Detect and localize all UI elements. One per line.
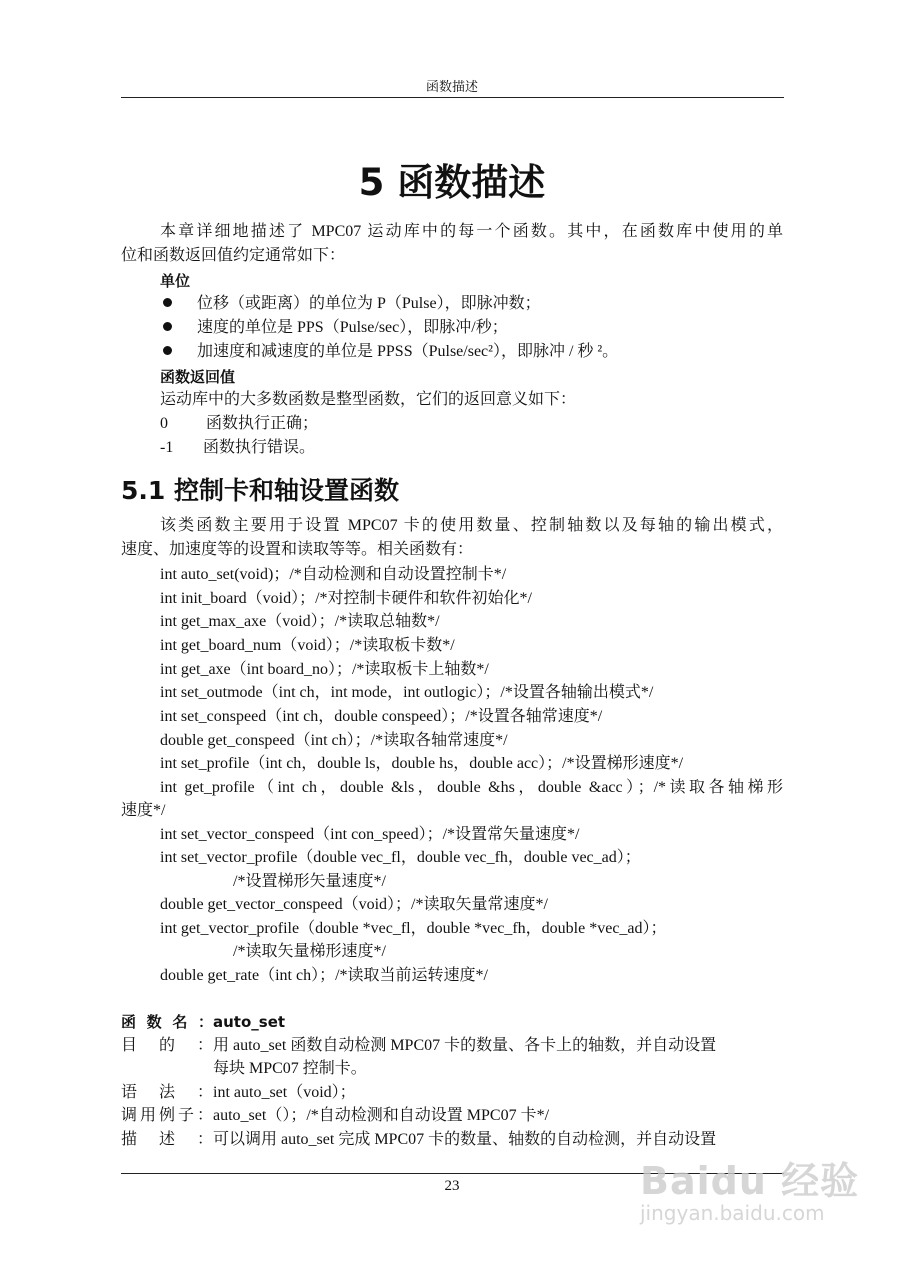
function-prototype: double get_vector_conspeed（void）；/*读取矢量常速度*/ bbox=[160, 896, 548, 913]
entry-desc-row bbox=[121, 1130, 716, 1150]
function-prototype: /*设置梯形矢量速度*/ bbox=[233, 873, 386, 890]
entry-label: 目的： bbox=[121, 1037, 213, 1054]
unit-item: 速度的单位是 PPS（Pulse/sec），即脉冲/秒； bbox=[197, 319, 508, 336]
function-prototype: int auto_set(void)；/*自动检测和自动设置控制卡*/ bbox=[160, 566, 507, 583]
return-text: 函数执行正确； bbox=[206, 415, 319, 432]
return-code: -1 bbox=[160, 439, 174, 456]
return-text: 函数执行错误。 bbox=[203, 439, 316, 456]
header-rule bbox=[121, 97, 784, 98]
entry-label: 描述： bbox=[121, 1131, 213, 1148]
entry-purpose-row bbox=[121, 1036, 716, 1056]
section-intro-line: 该类函数主要用于设置 MPC07 卡的使用数量、控制轴数以及每轴的输出模式， bbox=[160, 517, 783, 534]
entry-example-row bbox=[121, 1106, 549, 1126]
function-prototype: int set_conspeed（int ch，double conspeed）；/*设置各轴常速度*/ bbox=[160, 708, 603, 725]
bullet-icon bbox=[163, 298, 172, 307]
page-number: 23 bbox=[444, 1178, 460, 1194]
entry-example: auto_set（）；/*自动检测和自动设置 MPC07 卡*/ bbox=[213, 1107, 550, 1124]
watermark-url: jingyan.baidu.com bbox=[640, 1201, 825, 1225]
entry-label: 调用例子： bbox=[121, 1107, 213, 1124]
section-intro-line: 速度、加速度等的设置和读取等等。相关函数有： bbox=[121, 541, 474, 558]
function-prototype: int get_board_num（void）；/*读取板卡数*/ bbox=[160, 637, 455, 654]
function-prototype: int set_outmode（int ch，int mode，int outlogic）；/*设置各轴输出模式*/ bbox=[160, 684, 654, 701]
entry-desc: 可以调用 auto_set 完成 MPC07 卡的数量、轴数的自动检测，并自动设置 bbox=[213, 1131, 717, 1148]
entry-label: 函数名： bbox=[121, 1013, 213, 1031]
function-prototype: int set_vector_profile（double vec_fl，double vec_fh，double vec_ad）； bbox=[160, 849, 641, 866]
entry-name: auto_set bbox=[213, 1013, 286, 1031]
function-prototype: double get_conspeed（int ch）；/*读取各轴常速度*/ bbox=[160, 732, 508, 749]
entry-purpose: 用 auto_set 函数自动检测 MPC07 卡的数量、各卡上的轴数，并自动设置 bbox=[213, 1037, 717, 1054]
entry-label: 语法： bbox=[121, 1084, 213, 1101]
function-prototype: 速度*/ bbox=[121, 802, 166, 819]
function-prototype: int set_profile（int ch，double ls，double hs，double acc）；/*设置梯形速度*/ bbox=[160, 755, 684, 772]
return-intro: 运动库中的大多数函数是整型函数，它们的返回意义如下： bbox=[160, 391, 577, 408]
function-prototype: int set_vector_conspeed（int con_speed）；/*设置常矢量速度*/ bbox=[160, 826, 580, 843]
function-prototype: int get_max_axe（void）；/*读取总轴数*/ bbox=[160, 613, 440, 630]
bullet-icon bbox=[163, 346, 172, 355]
units-heading: 单位 bbox=[160, 272, 191, 290]
intro-line: 本章详细地描述了 MPC07 运动库中的每一个函数。其中，在函数库中使用的单 bbox=[160, 223, 783, 240]
return-heading: 函数返回值 bbox=[160, 368, 236, 386]
intro-line: 位和函数返回值约定通常如下： bbox=[121, 247, 346, 264]
baidu-watermark bbox=[640, 1150, 859, 1225]
unit-item: 加速度和减速度的单位是 PPSS（Pulse/sec²），即脉冲 / 秒 ²。 bbox=[197, 343, 619, 360]
entry-syntax-row bbox=[121, 1083, 356, 1103]
section-heading: 5.1 控制卡和轴设置函数 bbox=[121, 476, 399, 505]
entry-purpose-cont: 每块 MPC07 控制卡。 bbox=[213, 1060, 367, 1077]
bullet-icon bbox=[163, 322, 172, 331]
function-prototype: double get_rate（int ch）；/*读取当前运转速度*/ bbox=[160, 967, 488, 984]
running-header: 函数描述 bbox=[425, 80, 478, 95]
function-prototype: /*读取矢量梯形速度*/ bbox=[233, 943, 386, 960]
unit-item: 位移（或距离）的单位为 P（Pulse），即脉冲数； bbox=[197, 295, 541, 312]
function-prototype: int get_vector_profile（double *vec_fl，double *vec_fh，double *vec_ad）； bbox=[160, 920, 667, 937]
return-code: 0 bbox=[160, 415, 168, 432]
entry-syntax: int auto_set（void）； bbox=[213, 1084, 356, 1101]
watermark-logo: Baidu 经验 bbox=[640, 1159, 860, 1203]
function-prototype: int get_profile（int ch，double &ls，double &hs，double &acc）；/*读取各轴梯形 bbox=[160, 779, 783, 796]
function-prototype: int init_board（void）；/*对控制卡硬件和软件初始化*/ bbox=[160, 590, 532, 607]
entry-name-row bbox=[121, 1012, 285, 1032]
function-prototype: int get_axe（int board_no）；/*读取板卡上轴数*/ bbox=[160, 661, 489, 678]
chapter-title: 5 函数描述 bbox=[358, 161, 546, 204]
